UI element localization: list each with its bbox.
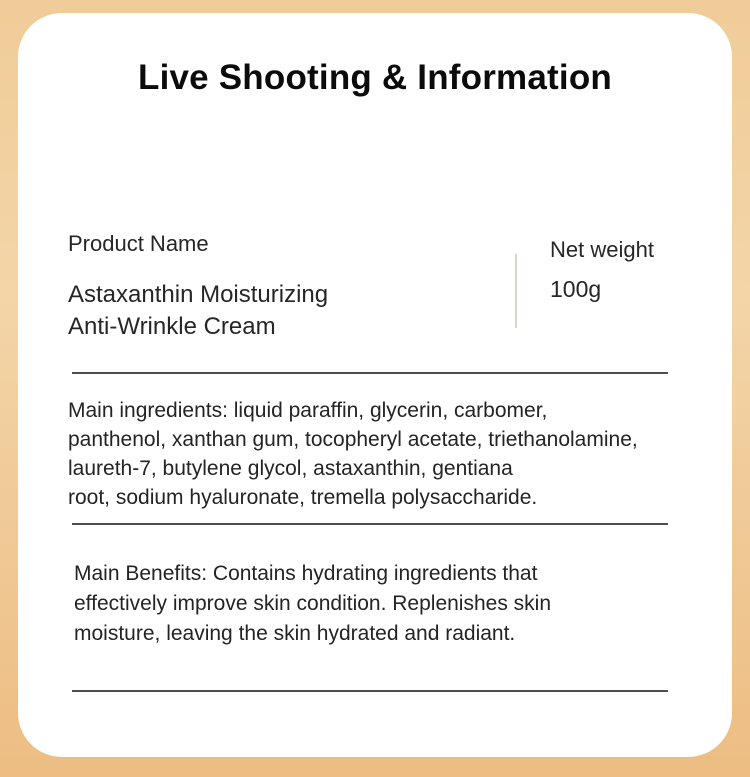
divider-middle [72, 523, 668, 525]
product-info-card [18, 13, 732, 757]
ingredients-section [68, 396, 688, 512]
ingredients-line-3: laureth-7, butylene glycol, astaxanthin, gentiana [68, 457, 513, 480]
ingredients-line-4: root, sodium hyaluronate, tremella polysaccharide. [68, 486, 538, 509]
benefits-section [74, 559, 654, 649]
net-weight-value: 100g [550, 276, 602, 302]
ingredients-line-1: Main ingredients: liquid paraffin, glycerin, carbomer, [68, 399, 548, 422]
benefits-line-3: moisture, leaving the skin hydrated and radiant. [74, 622, 516, 645]
ingredients-line-2: panthenol, xanthan gum, tocopheryl acetate, triethanolamine, [68, 428, 638, 451]
benefits-line-1: Main Benefits: Contains hydrating ingredients that [74, 562, 538, 585]
divider-bottom [72, 690, 668, 692]
net-weight-label: Net weight [550, 237, 654, 262]
vertical-divider [515, 254, 517, 328]
product-name-label: Product Name [68, 231, 209, 256]
divider-top [72, 372, 668, 374]
product-name-value [68, 279, 328, 343]
page-title: Live Shooting & Information [138, 58, 612, 97]
benefits-line-2: effectively improve skin condition. Replenishes skin [74, 592, 552, 615]
product-name-line-1: Astaxanthin Moisturizing [68, 281, 329, 308]
product-name-line-2: Anti-Wrinkle Cream [68, 313, 276, 340]
